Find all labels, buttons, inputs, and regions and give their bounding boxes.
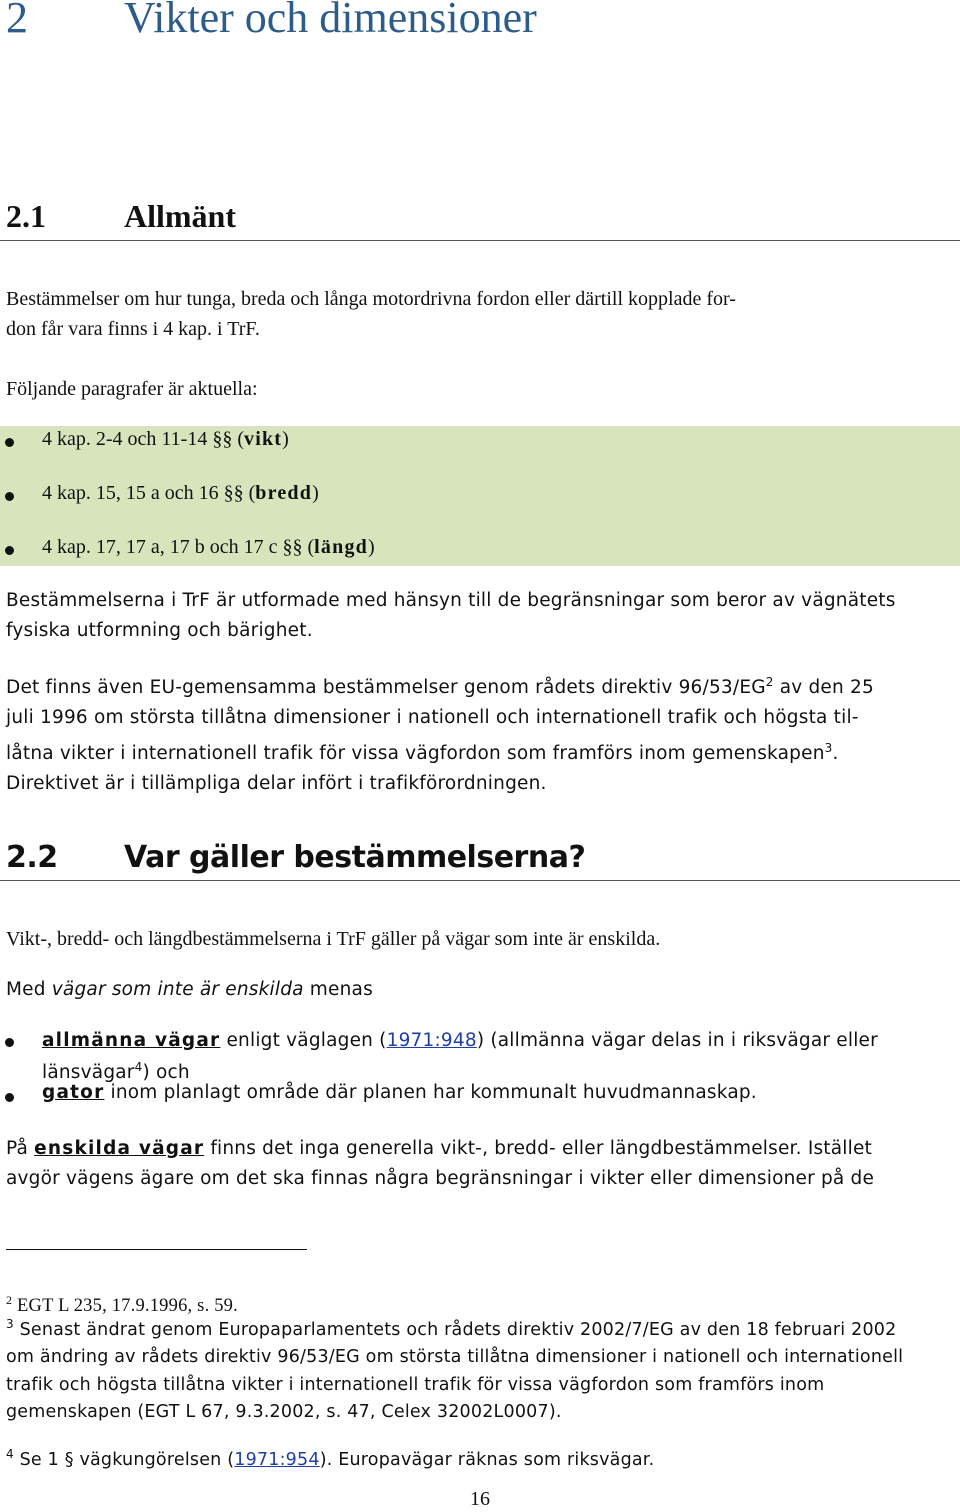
paragraph-list-intro: Följande paragrafer är aktuella: xyxy=(6,378,258,400)
bullet-icon xyxy=(5,1093,14,1102)
paragraph-line xyxy=(6,1311,903,1344)
chapter-number: 2 xyxy=(6,0,28,42)
list-item-langd xyxy=(42,536,375,559)
footnote-4 xyxy=(6,1441,654,1474)
footnote-ref: 2 xyxy=(765,675,774,689)
text: ) och xyxy=(142,1062,190,1084)
paragraph-line: Bestämmelser om hur tunga, breda och långa motordrivna fordon eller därtill kopplade for- xyxy=(6,288,736,310)
bullet-icon xyxy=(5,546,14,555)
text: . xyxy=(832,743,839,765)
text: På xyxy=(6,1138,35,1159)
text: Med xyxy=(6,979,52,1000)
bullet-icon xyxy=(5,1038,14,1047)
footnote-number: 4 xyxy=(6,1447,14,1461)
footnote-text: EGT L 235, 17.9.1996, s. 59. xyxy=(12,1296,238,1317)
list-item-text: 4 kap. 2-4 och 11-14 §§ ( xyxy=(42,428,244,450)
paragraph-line: don får vara finns i 4 kap. i TrF. xyxy=(6,318,260,340)
paragraph-definition xyxy=(6,975,373,1005)
section-title: Var gäller bestämmelserna? xyxy=(124,840,586,875)
chapter-heading xyxy=(6,0,537,43)
footnote-3 xyxy=(6,1311,903,1427)
text: ) (allmänna vägar delas in i riksvägar eller xyxy=(476,1030,878,1051)
list-item-vikt xyxy=(42,428,289,451)
text: inom planlagt område där planen har kommunalt huvudmannaskap. xyxy=(104,1082,757,1103)
list-item-key: vikt xyxy=(244,428,283,450)
list-item-text: ) xyxy=(367,536,375,558)
paragraph-line xyxy=(42,1027,878,1054)
paragraph-enskilda xyxy=(6,1134,874,1194)
bullet-icon xyxy=(5,492,14,501)
section-number: 2.1 xyxy=(6,198,46,234)
section-rule xyxy=(0,880,960,881)
term-enskilda-vagar: enskilda vägar xyxy=(34,1138,205,1159)
section-rule xyxy=(0,240,960,241)
text: låtna vikter i internationell trafik för vissa vägfordon som framförs inom gemenskapen xyxy=(6,743,825,765)
page-number: 16 xyxy=(470,1488,490,1510)
paragraph-intro xyxy=(6,284,736,344)
text: enligt väglagen ( xyxy=(220,1030,387,1051)
list-item-text: 4 kap. 17, 17 a, 17 b och 17 c §§ ( xyxy=(42,536,315,558)
law-link-1971-954[interactable]: 1971:954 xyxy=(234,1449,320,1470)
chapter-title: Vikter och dimensioner xyxy=(124,0,537,42)
paragraph-line xyxy=(6,667,874,703)
footnote-ref: 3 xyxy=(824,741,833,756)
section-heading-2-2 xyxy=(6,840,585,875)
footnote-number: 2 xyxy=(6,1293,13,1307)
paragraph-line: avgör vägens ägare om det ska finnas några begränsningar i vikter eller dimensioner på de xyxy=(6,1168,875,1189)
footnote-text: Se 1 § vägkungörelsen ( xyxy=(13,1449,235,1470)
text: menas xyxy=(303,979,373,1000)
paragraph-line: juli 1996 om största tillåtna dimensioner i nationell och internationell trafik och högsta til- xyxy=(6,707,859,729)
paragraph-eu xyxy=(6,667,874,799)
paragraph-line: fysiska utformning och bärighet. xyxy=(6,620,313,641)
italic-term: vägar som inte är enskilda xyxy=(51,979,304,1000)
footnote-text: trafik och högsta tillåtna vikter i internationell trafik för vissa vägfordon som framförs inom xyxy=(6,1374,825,1395)
paragraph-line xyxy=(6,1134,874,1164)
footnote-text: om ändring av rådets direktiv 96/53/EG om största tillåtna dimensioner i nationell och internationell xyxy=(6,1347,904,1368)
term-gator: gator xyxy=(42,1082,105,1103)
paragraph-line: Direktivet är i tillämpliga delar infört i trafikförordningen. xyxy=(6,773,547,795)
list-item-key: bredd xyxy=(255,482,313,504)
section-heading-2-1 xyxy=(6,198,236,235)
list-item-key: längd xyxy=(314,536,368,558)
term-allmanna-vagar: allmänna vägar xyxy=(42,1030,221,1051)
section-number: 2.2 xyxy=(6,840,58,875)
list-item-bredd xyxy=(42,482,319,505)
paragraph-scope: Vikt-, bredd- och längdbestämmelserna i TrF gäller på vägar som inte är enskilda. xyxy=(6,928,661,950)
list-item-text: ) xyxy=(312,482,319,504)
footnote-text: Senast ändrat genom Europaparlamentets och rådets direktiv 2002/7/EG av den 18 februari 2002 xyxy=(13,1319,897,1340)
paragraph-line: Bestämmelserna i TrF är utformade med hänsyn till de begränsningar som beror av vägnätets xyxy=(6,590,896,611)
list-item-text: ) xyxy=(282,428,289,450)
list-item-text: 4 kap. 15, 15 a och 16 §§ ( xyxy=(42,482,256,504)
list-item-gator xyxy=(42,1082,757,1103)
footnote-ref: 4 xyxy=(134,1060,143,1074)
text: länsvägar xyxy=(42,1062,135,1084)
section-title: Allmänt xyxy=(124,198,236,234)
law-link-1971-948[interactable]: 1971:948 xyxy=(386,1030,477,1051)
text: av den 25 xyxy=(773,677,874,699)
paragraph-trf xyxy=(6,586,896,646)
paragraph-line xyxy=(6,733,874,769)
footnote-text: ). Europavägar räknas som riksvägar. xyxy=(319,1449,655,1470)
footnote-separator xyxy=(6,1249,307,1250)
list-item-allmanna-vagar xyxy=(42,1027,878,1086)
text: finns det inga generella vikt-, bredd- eller längdbestämmelser. Istället xyxy=(204,1138,873,1159)
footnote-text: gemenskapen (EGT L 67, 9.3.2002, s. 47, Celex 32002L0007). xyxy=(6,1402,562,1423)
bullet-icon xyxy=(5,438,14,447)
footnote-number: 3 xyxy=(6,1317,14,1331)
text: Det finns även EU-gemensamma bestämmelser genom rådets direktiv 96/53/EG xyxy=(6,677,766,699)
